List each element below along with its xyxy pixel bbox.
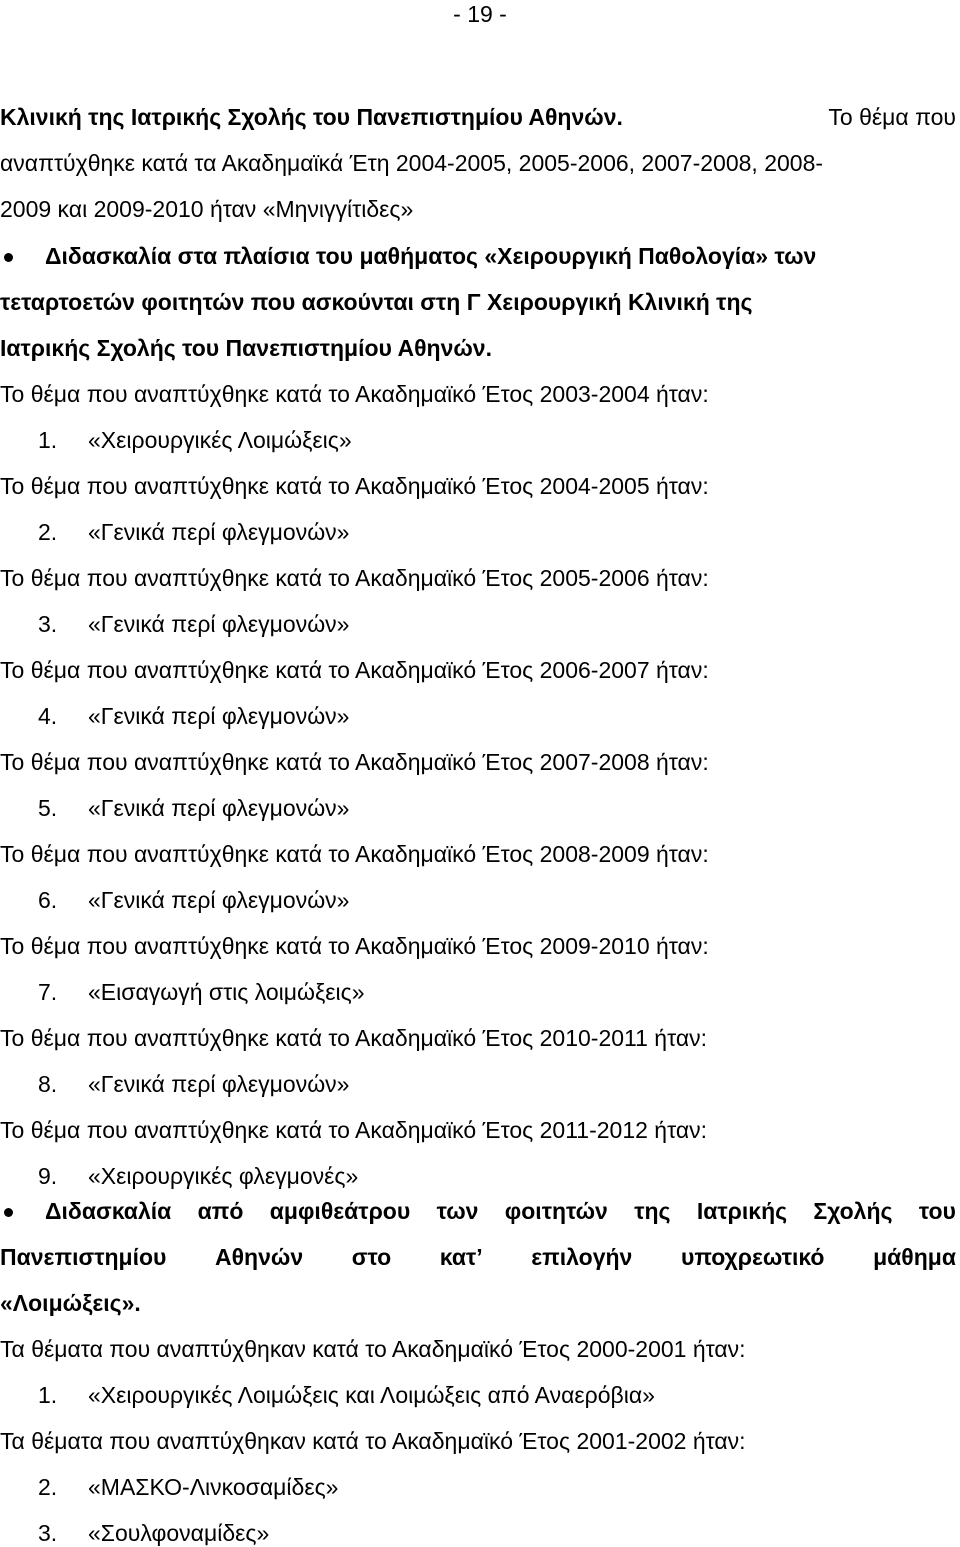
justified-word: των: [436, 1198, 479, 1224]
justified-word: Ιατρικής: [696, 1198, 788, 1224]
justified-word: μάθημα: [873, 1244, 956, 1270]
item-topic: «Χειρουργικές φλεγμονές»: [88, 1163, 359, 1189]
item-topic: «Γενικά περί φλεγμονών»: [88, 611, 350, 637]
item-topic: «Γενικά περί φλεγμονών»: [88, 887, 350, 913]
year-intro-line: Το θέμα που αναπτύχθηκε κατά το Ακαδημαϊκό Έτος 2009-2010 ήταν:: [0, 933, 709, 959]
intro-2001-2002: Τα θέματα που αναπτύχθηκαν κατά το Ακαδημαϊκό Έτος 2001-2002 ήταν:: [0, 1428, 746, 1454]
justified-word: αμφιθεάτρου: [269, 1198, 411, 1224]
bullet-icon: [4, 253, 13, 262]
item-number: 2.: [38, 1474, 58, 1500]
item-topic: «Χειρουργικές Λοιμώξεις και Λοιμώξεις από Αναερόβια»: [88, 1382, 655, 1408]
justified-word: από: [197, 1198, 244, 1224]
section2-line-3: «Λοιμώξεις».: [0, 1290, 141, 1316]
item-topic: «Χειρουργικές Λοιμώξεις»: [88, 427, 352, 453]
year-intro-line: Το θέμα που αναπτύχθηκε κατά το Ακαδημαϊκό Έτος 2004-2005 ήταν:: [0, 473, 709, 499]
item-number: 2.: [38, 519, 58, 545]
intro-line-3: 2009 και 2009-2010 ήταν «Μηνιγγίτιδες»: [0, 196, 414, 222]
section1-line-1: Διδασκαλία στα πλαίσια του μαθήματος «Χειρουργική Παθολογία» των: [45, 243, 817, 269]
item-topic: «Σουλφοναμίδες»: [88, 1520, 270, 1546]
item-number: 3.: [38, 611, 58, 637]
intro-line-1: [0, 103, 960, 131]
justified-word: υποχρεωτικό: [680, 1244, 825, 1270]
year-intro-line: Το θέμα που αναπτύχθηκε κατά το Ακαδημαϊκό Έτος 2011-2012 ήταν:: [0, 1117, 708, 1143]
item-topic: «ΜΑΣΚΟ-Λινκοσαμίδες»: [88, 1474, 339, 1500]
year-intro-line: Το θέμα που αναπτύχθηκε κατά το Ακαδημαϊκό Έτος 2007-2008 ήταν:: [0, 749, 709, 775]
page-number: - 19 -: [453, 1, 507, 27]
item-number: 9.: [38, 1163, 58, 1189]
justified-word: Διδασκαλία: [45, 1198, 172, 1224]
justified-word: επιλογήν: [531, 1244, 633, 1270]
year-intro-line: Το θέμα που αναπτύχθηκε κατά το Ακαδημαϊκό Έτος 2003-2004 ήταν:: [0, 381, 709, 407]
item-number: 5.: [38, 795, 58, 821]
section2-line-1: [45, 1197, 956, 1225]
bullet-icon: [4, 1208, 13, 1217]
intro-line-2: αναπτύχθηκε κατά τα Ακαδημαϊκά Έτη 2004-2005, 2005-2006, 2007-2008, 2008-: [0, 150, 824, 176]
justified-word: Αθηνών: [215, 1244, 304, 1270]
justified-word: στο: [351, 1244, 392, 1270]
intro-2000-2001: Τα θέματα που αναπτύχθηκαν κατά το Ακαδημαϊκό Έτος 2000-2001 ήταν:: [0, 1336, 746, 1362]
item-topic: «Γενικά περί φλεγμονών»: [88, 519, 350, 545]
item-number: 7.: [38, 979, 58, 1005]
section1-line-3: Ιατρικής Σχολής του Πανεπιστημίου Αθηνών.: [0, 335, 492, 361]
year-intro-line: Το θέμα που αναπτύχθηκε κατά το Ακαδημαϊκό Έτος 2006-2007 ήταν:: [0, 657, 709, 683]
item-number: 3.: [38, 1520, 58, 1546]
justified-word: κατ’: [439, 1244, 483, 1270]
justified-word: φοιτητών: [504, 1198, 608, 1224]
justified-word: Πανεπιστημίου: [0, 1244, 167, 1270]
item-topic: «Εισαγωγή στις λοιμώξεις»: [88, 979, 365, 1005]
intro-line-1-rest: Το θέμα που: [828, 104, 956, 130]
justified-word: της: [634, 1198, 671, 1224]
item-topic: «Γενικά περί φλεγμονών»: [88, 703, 350, 729]
intro-line-1-bold: Κλινική της Ιατρικής Σχολής του Πανεπιστημίου Αθηνών.: [0, 104, 623, 130]
item-number: 1.: [38, 427, 58, 453]
justified-word: του: [918, 1198, 956, 1224]
item-topic: «Γενικά περί φλεγμονών»: [88, 795, 350, 821]
item-number: 4.: [38, 703, 58, 729]
item-topic: «Γενικά περί φλεγμονών»: [88, 1071, 350, 1097]
year-intro-line: Το θέμα που αναπτύχθηκε κατά το Ακαδημαϊκό Έτος 2010-2011 ήταν:: [0, 1025, 708, 1051]
justified-word: Σχολής: [813, 1198, 893, 1224]
section2-line-2: [0, 1243, 960, 1271]
year-intro-line: Το θέμα που αναπτύχθηκε κατά το Ακαδημαϊκό Έτος 2005-2006 ήταν:: [0, 565, 709, 591]
item-number: 6.: [38, 887, 58, 913]
item-number: 1.: [38, 1382, 58, 1408]
item-number: 8.: [38, 1071, 58, 1097]
year-intro-line: Το θέμα που αναπτύχθηκε κατά το Ακαδημαϊκό Έτος 2008-2009 ήταν:: [0, 841, 709, 867]
section1-line-2: τεταρτοετών φοιτητών που ασκούνται στη Γ Χειρουργική Κλινική της: [0, 289, 753, 315]
